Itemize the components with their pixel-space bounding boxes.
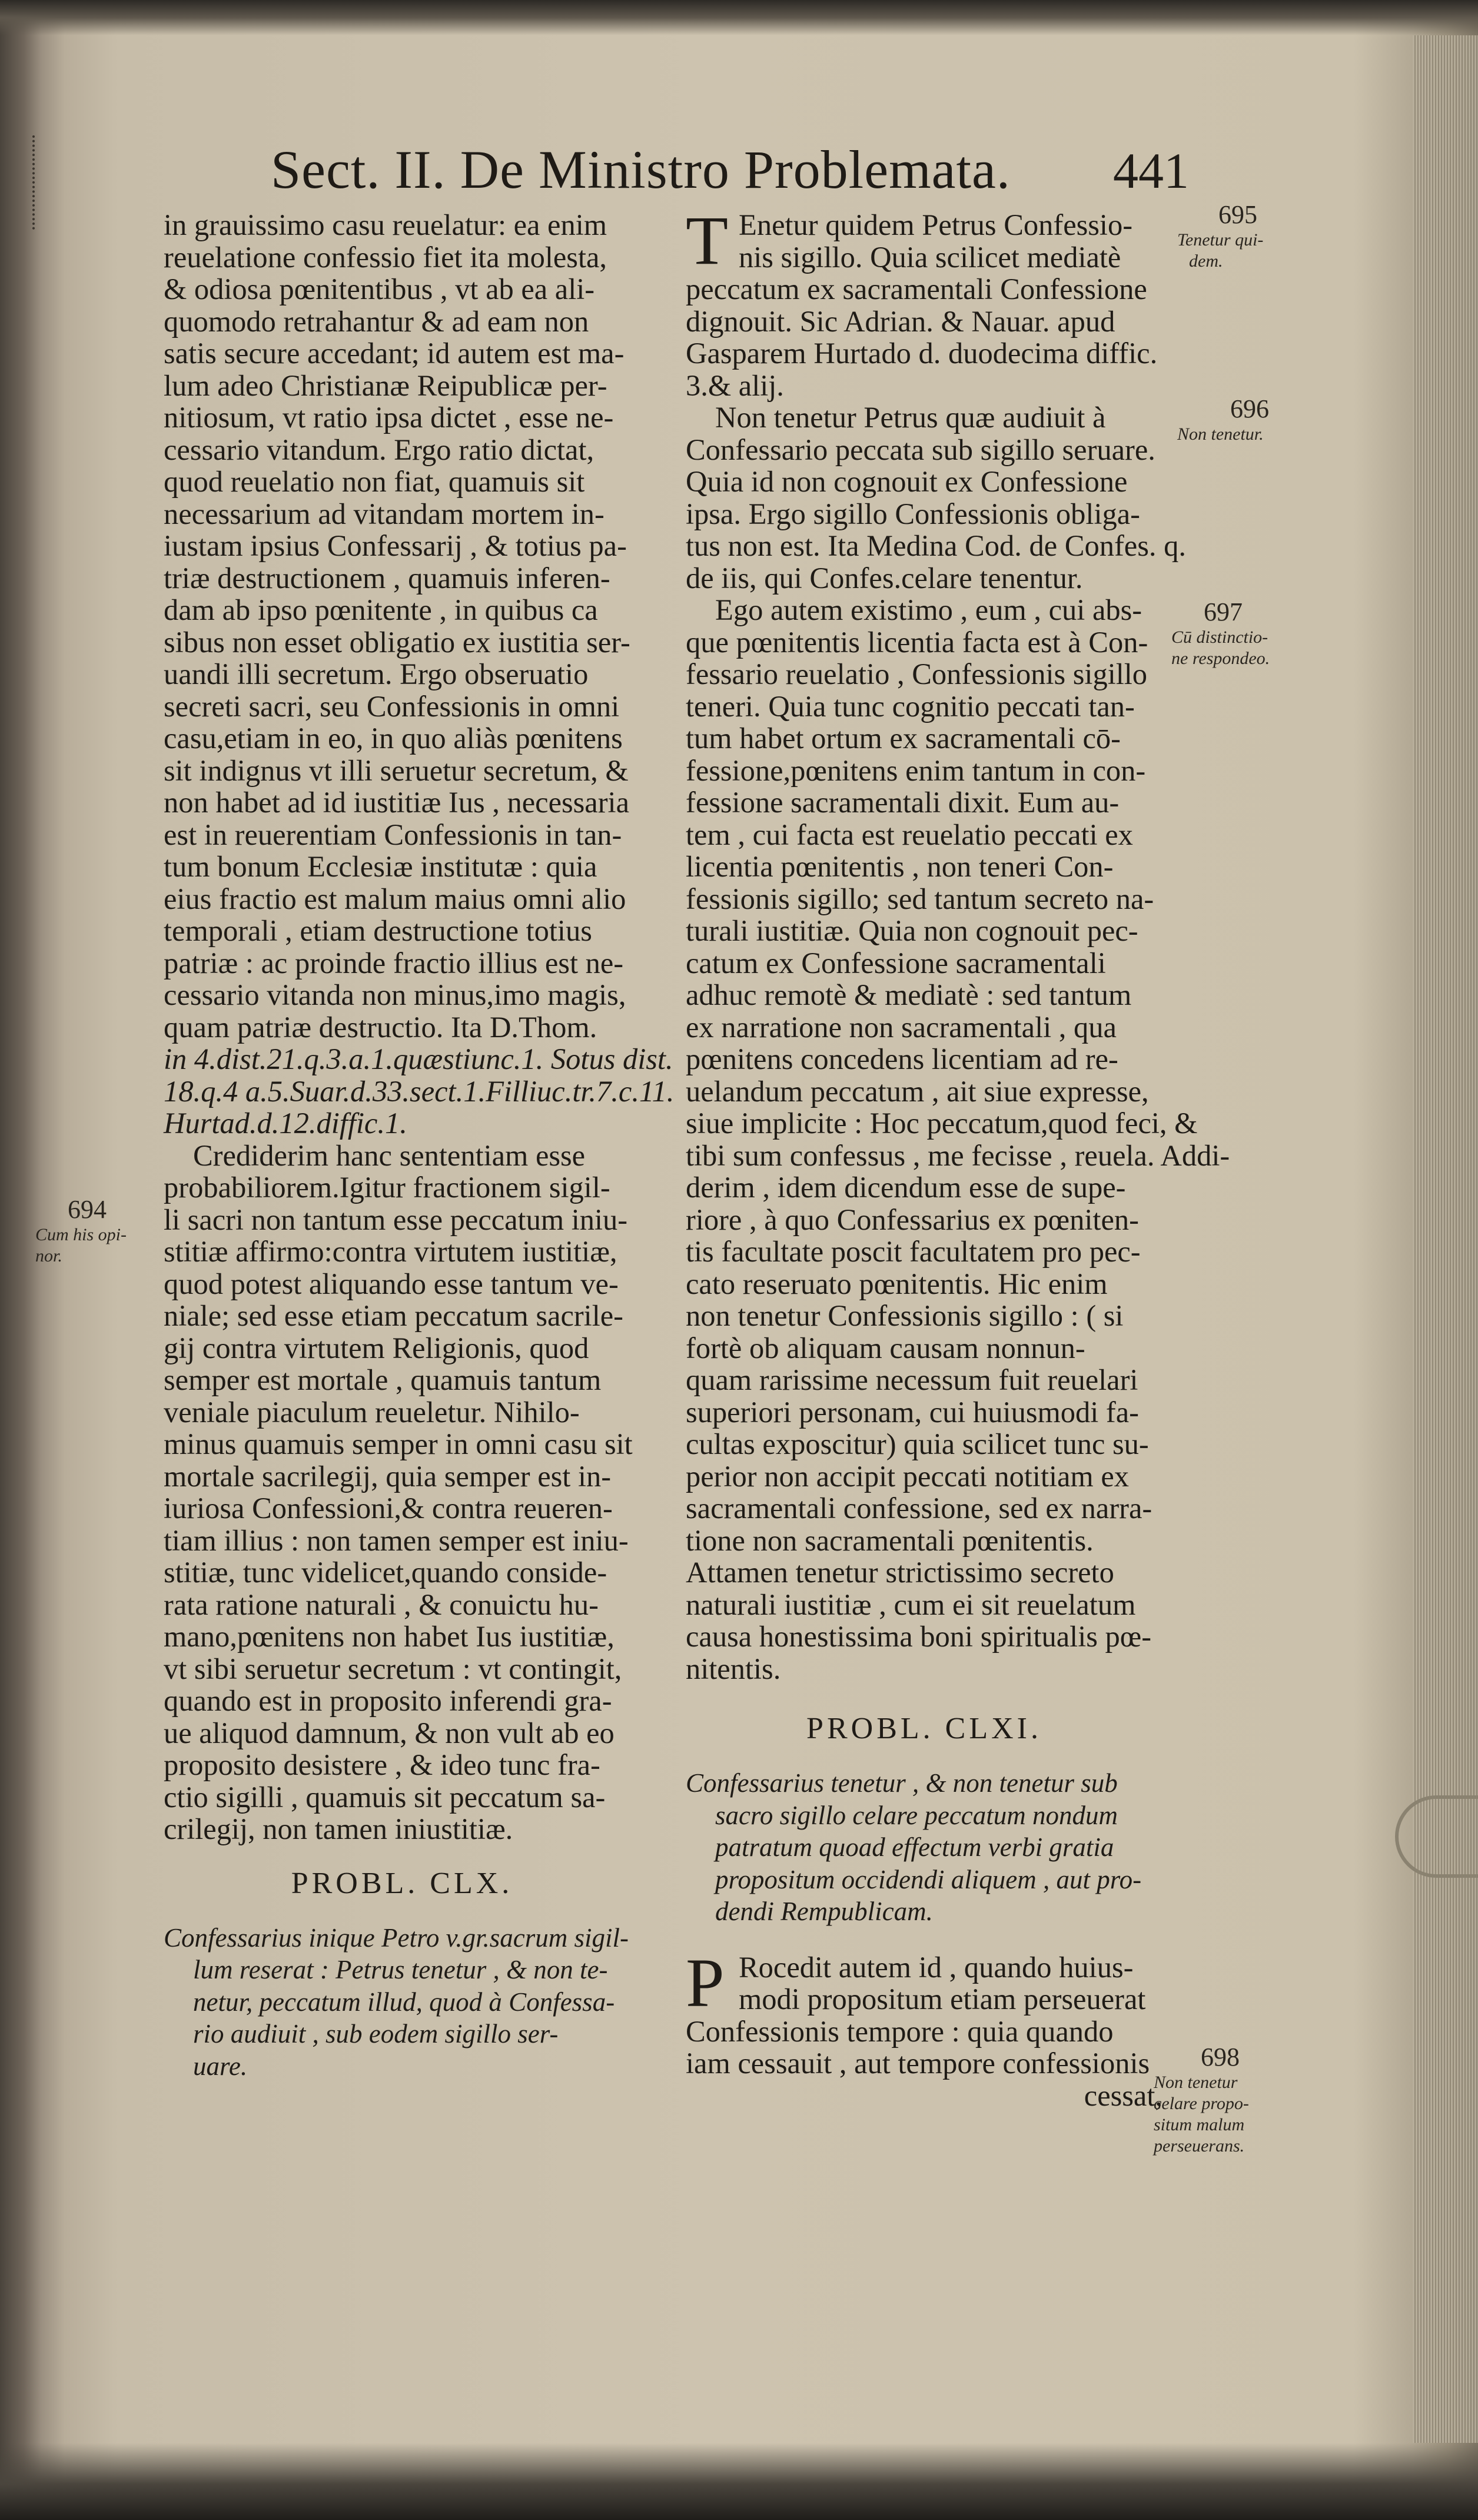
margin-number: 696: [1230, 394, 1269, 423]
text-line: gij contra virtutem Religionis, quod: [164, 1331, 589, 1364]
text-line: necessarium ad vitandam mortem in-: [164, 497, 605, 530]
text-line: tem , cui facta est reuelatio peccati ex: [686, 818, 1133, 851]
text-line: dignouit. Sic Adrian. & Nauar. apud: [686, 304, 1115, 338]
text-line: Hurtad.d.12.diffic.1.: [164, 1107, 407, 1140]
margin-text: nor.: [35, 1246, 62, 1266]
text-line: lum adeo Christianæ Reipublicæ per-: [164, 368, 607, 402]
text-line: quando est in proposito inferendi gra-: [164, 1684, 612, 1717]
drop-cap: T: [686, 202, 729, 279]
text-line: casu,etiam in eo, in quo aliàs pœnitens: [164, 722, 623, 755]
text-line: probabiliorem.Igitur fractionem sigil-: [164, 1171, 610, 1204]
margin-text: Cum his opi-: [35, 1225, 127, 1244]
text-line: non habet ad id iustitiæ Ius , necessaria: [164, 786, 629, 819]
text-line: Rocedit autem id , quando huius-: [739, 1950, 1134, 1984]
text-line: catum ex Confessione sacramentali: [686, 946, 1106, 980]
text-line: stitiæ, tunc videlicet,quando conside-: [164, 1556, 607, 1589]
margin-text: celare propo-: [1154, 2094, 1249, 2113]
text-line: quod reuelatio non fiat, quamuis sit: [164, 465, 585, 498]
text-line: lum reserat : Petrus tenetur , & non te-: [193, 1955, 608, 1984]
text-line: adhuc remotè & mediatè : sed tantum: [686, 978, 1132, 1011]
text-line: satis secure accedant; id autem est ma-: [164, 337, 625, 370]
text-line: fessione,pœnitens enim tantum in con-: [686, 753, 1146, 787]
margin-number: 697: [1204, 597, 1243, 626]
margin-text: Tenetur qui-: [1177, 230, 1264, 250]
text-line: naturali iustitiæ , cum ei sit reuelatum: [686, 1588, 1136, 1621]
problem-heading-clx: PROBL. CLX.: [291, 1866, 513, 1900]
text-line: Confessario peccata sub sigillo seruare.: [686, 433, 1155, 466]
page-edges: [1413, 35, 1478, 2443]
text-line: causa honestissima boni spiritualis pœ-: [686, 1620, 1152, 1653]
text-line: superiori personam, cui huiusmodi fa-: [686, 1395, 1139, 1429]
text-line: turali iustitiæ. Quia non cognouit pec-: [686, 914, 1138, 947]
margin-note-697: [1171, 597, 1270, 669]
text-line: patratum quoad effectum verbi gratia: [715, 1832, 1114, 1862]
text-line: Confessarius tenetur , & non tenetur sub: [686, 1768, 1118, 1798]
text-line: Confessarius inique Petro v.gr.sacrum sigil-: [164, 1923, 629, 1953]
text-line: riore , à quo Confessarius ex pœniten-: [686, 1203, 1139, 1236]
text-line: tus non est. Ita Medina Cod. de Confes. q.: [686, 529, 1186, 562]
text-line: modi propositum etiam perseuerat: [739, 1983, 1146, 2016]
text-line: quam patriæ destructio. Ita D.Thom.: [164, 1010, 597, 1044]
margin-text: ne respondeo.: [1171, 649, 1270, 668]
margin-number: 694: [68, 1195, 107, 1224]
text-line: quam rarissime necessum fuit reuelari: [686, 1363, 1138, 1396]
text-line: cessat,: [1084, 2079, 1163, 2112]
text-line: quomodo retrahantur & ad eam non: [164, 304, 589, 338]
text-line: minus quamuis semper in omni casu sit: [164, 1427, 633, 1460]
text-line: dendi Rempublicam.: [715, 1897, 933, 1926]
margin-text: Non tenetur: [1154, 2073, 1238, 2092]
text-line: tum bonum Ecclesiæ institutæ : quia: [164, 850, 597, 883]
text-line: ctio sigilli , quamuis sit peccatum sa-: [164, 1780, 606, 1814]
binding-clip: [1395, 1795, 1478, 1878]
text-line: rata ratione naturali , & conuictu hu-: [164, 1588, 599, 1621]
text-line: peccatum ex sacramentali Confessione: [686, 273, 1147, 306]
text-line: mano,pœnitens non habet Ius iustitiæ,: [164, 1620, 615, 1653]
text-line: cessario vitanda non minus,imo magis,: [164, 978, 626, 1011]
text-line: sibus non esset obligatio ex iustitia ser-: [164, 625, 630, 659]
text-line: ex narratione non sacramentali , qua: [686, 1010, 1117, 1044]
right-final-text: [686, 1944, 1163, 2112]
text-line: vt sibi seruetur secretum : vt contingit,: [164, 1652, 622, 1685]
text-line: Crediderim hanc sententiam esse: [193, 1138, 586, 1172]
text-line: 18.q.4 a.5.Suar.d.33.sect.1.Filliuc.tr.7.c.11.: [164, 1074, 675, 1108]
text-line: & odiosa pœnitentibus , vt ab ea ali-: [164, 273, 595, 306]
text-line: rio audiuit , sub eodem sigillo ser-: [193, 2019, 559, 2048]
margin-number: 698: [1201, 2043, 1240, 2071]
text-line: Attamen tenetur strictissimo secreto: [686, 1556, 1114, 1589]
gutter-mark: [32, 135, 42, 230]
text-line: est in reuerentiam Confessionis in tan-: [164, 818, 622, 851]
text-line: fessionis sigillo; sed tantum secreto na-: [686, 882, 1154, 915]
text-line: secreti sacri, seu Confessionis in omni: [164, 689, 620, 723]
text-line: Confessionis tempore : quia quando: [686, 2014, 1114, 2048]
text-line: proposito desistere , & ideo tunc fra-: [164, 1748, 600, 1781]
text-line: iam cessauit , aut tempore confessionis: [686, 2047, 1150, 2080]
text-line: crilegij, non tamen iniustitiæ.: [164, 1812, 513, 1845]
text-line: Ego autem existimo , eum , cui abs-: [715, 593, 1142, 626]
text-line: siue implicite : Hoc peccatum,quod feci, &: [686, 1107, 1198, 1140]
text-line: licentia pœnitentis , non teneri Con-: [686, 850, 1114, 883]
margin-note-694: [35, 1195, 127, 1267]
text-line: ipsa. Ergo sigillo Confessionis obliga-: [686, 497, 1140, 530]
text-line: fessario reuelatio , Confessionis sigillo: [686, 658, 1148, 690]
text-line: nis sigillo. Quia scilicet mediatè: [739, 240, 1121, 274]
text-line: uandi illi secretum. Ergo obseruatio: [164, 658, 589, 690]
text-line: 3.& alij.: [686, 368, 784, 402]
text-line: tiam illius : non tamen semper est iniu-: [164, 1523, 629, 1557]
margin-note-696: [1177, 394, 1269, 445]
text-line: propositum occidendi aliquem , aut pro-: [715, 1864, 1142, 1894]
page-number: 441: [1113, 142, 1189, 199]
text-line: cato reseruato pœnitentis. Hic enim: [686, 1267, 1108, 1300]
text-line: reuelatione confessio fiet ita molesta,: [164, 240, 607, 274]
text-line: in 4.dist.21.q.3.a.1.quæstiunc.1. Sotus dist.: [164, 1042, 673, 1075]
text-line: nitentis.: [686, 1652, 781, 1685]
text-line: non tenetur Confessionis sigillo : ( si: [686, 1299, 1124, 1332]
text-line: pœnitens concedens licentiam ad re-: [686, 1042, 1118, 1075]
text-line: triæ destructionem , quamuis inferen-: [164, 561, 610, 595]
margin-text: Cū distinctio-: [1171, 627, 1268, 647]
text-line: stitiæ affirmo:contra virtutem iustitiæ,: [164, 1235, 617, 1268]
margin-note-698: [1154, 2043, 1249, 2157]
text-line: Gasparem Hurtado d. duodecima diffic.: [686, 337, 1158, 370]
text-line: tione non sacramentali pœnitentis.: [686, 1523, 1094, 1557]
text-line: cultas exposcitur) quia scilicet tunc su-: [686, 1427, 1149, 1460]
text-line: teneri. Quia tunc cognitio peccati tan-: [686, 689, 1135, 723]
text-line: li sacri non tantum esse peccatum iniu-: [164, 1203, 628, 1236]
problem-heading-clxi: PROBL. CLXI.: [806, 1712, 1042, 1745]
text-line: uare.: [193, 2051, 248, 2081]
problem-statement-clx: [164, 1922, 640, 2083]
margin-text: Non tenetur.: [1177, 424, 1264, 444]
margin-number: 695: [1218, 200, 1257, 229]
text-line: uelandum peccatum , ait siue expresse,: [686, 1074, 1149, 1108]
drop-cap: P: [686, 1944, 725, 2021]
text-line: tis facultate poscit facultatem pro pec-: [686, 1235, 1141, 1268]
text-line: Non tenetur Petrus quæ audiuit à: [715, 401, 1106, 434]
text-line: quod potest aliquando esse tantum ve-: [164, 1267, 619, 1300]
text-line: eius fractio est malum maius omni alio: [164, 882, 626, 915]
margin-text: dem.: [1189, 251, 1223, 271]
text-line: iuriosa Confessioni,& contra reueren-: [164, 1492, 613, 1525]
left-body-text: [164, 208, 675, 1845]
text-line: dam ab ipso pœnitente , in quibus ca: [164, 593, 598, 626]
text-line: fessione sacramentali dixit. Eum au-: [686, 786, 1120, 819]
text-line: Quia id non cognouit ex Confessione: [686, 465, 1128, 498]
margin-note-695: [1177, 200, 1263, 272]
text-line: cessario vitandum. Ergo ratio dictat,: [164, 433, 594, 466]
text-line: ue aliquod damnum, & non vult ab eo: [164, 1716, 615, 1749]
text-line: Enetur quidem Petrus Confessio-: [739, 208, 1133, 241]
text-line: netur, peccatum illud, quod à Confessa-: [193, 1987, 615, 2017]
problem-statement-clxi: [686, 1767, 1163, 1928]
text-line: sacro sigillo celare peccatum nondum: [715, 1800, 1118, 1830]
text-line: iustam ipsius Confessarij , & totius pa-: [164, 529, 627, 562]
top-shadow: [0, 0, 1478, 35]
text-line: que pœnitentis licentia facta est à Con-: [686, 625, 1148, 659]
text-line: nitiosum, vt ratio ipsa dictet , esse ne-: [164, 401, 614, 434]
text-line: patriæ : ac proinde fractio illius est ne-: [164, 946, 624, 980]
running-header: [271, 138, 1189, 203]
text-line: fortè ob aliquam causam nonnun-: [686, 1331, 1085, 1364]
left-column: [164, 208, 675, 2082]
text-line: sit indignus vt illi seruetur secretum, &: [164, 753, 629, 787]
text-line: in grauissimo casu reuelatur: ea enim: [164, 208, 607, 241]
text-line: tibi sum confessus , me fecisse , reuela. Addi-: [686, 1138, 1230, 1172]
text-line: tum habet ortum ex sacramentali cō-: [686, 722, 1121, 755]
text-line: perior non accipit peccati notitiam ex: [686, 1459, 1129, 1493]
margin-text: perseuerans.: [1154, 2136, 1245, 2156]
text-line: niale; sed esse etiam peccatum sacrile-: [164, 1299, 623, 1332]
text-line: sacramentali confessione, sed ex narra-: [686, 1492, 1152, 1525]
text-line: mortale sacrilegij, quia semper est in-: [164, 1459, 612, 1493]
margin-text: situm malum: [1154, 2115, 1245, 2134]
text-line: derim , idem dicendum esse de supe-: [686, 1171, 1126, 1204]
text-line: semper est mortale , quamuis tantum: [164, 1363, 602, 1396]
header-title: Sect. II. De Ministro Problemata.: [271, 140, 1011, 200]
text-line: temporali , etiam destructione totius: [164, 914, 592, 947]
text-line: de iis, qui Confes.celare tenentur.: [686, 561, 1083, 595]
bottom-shadow: [0, 2443, 1478, 2520]
text-line: veniale piaculum reueletur. Nihilo-: [164, 1395, 580, 1429]
